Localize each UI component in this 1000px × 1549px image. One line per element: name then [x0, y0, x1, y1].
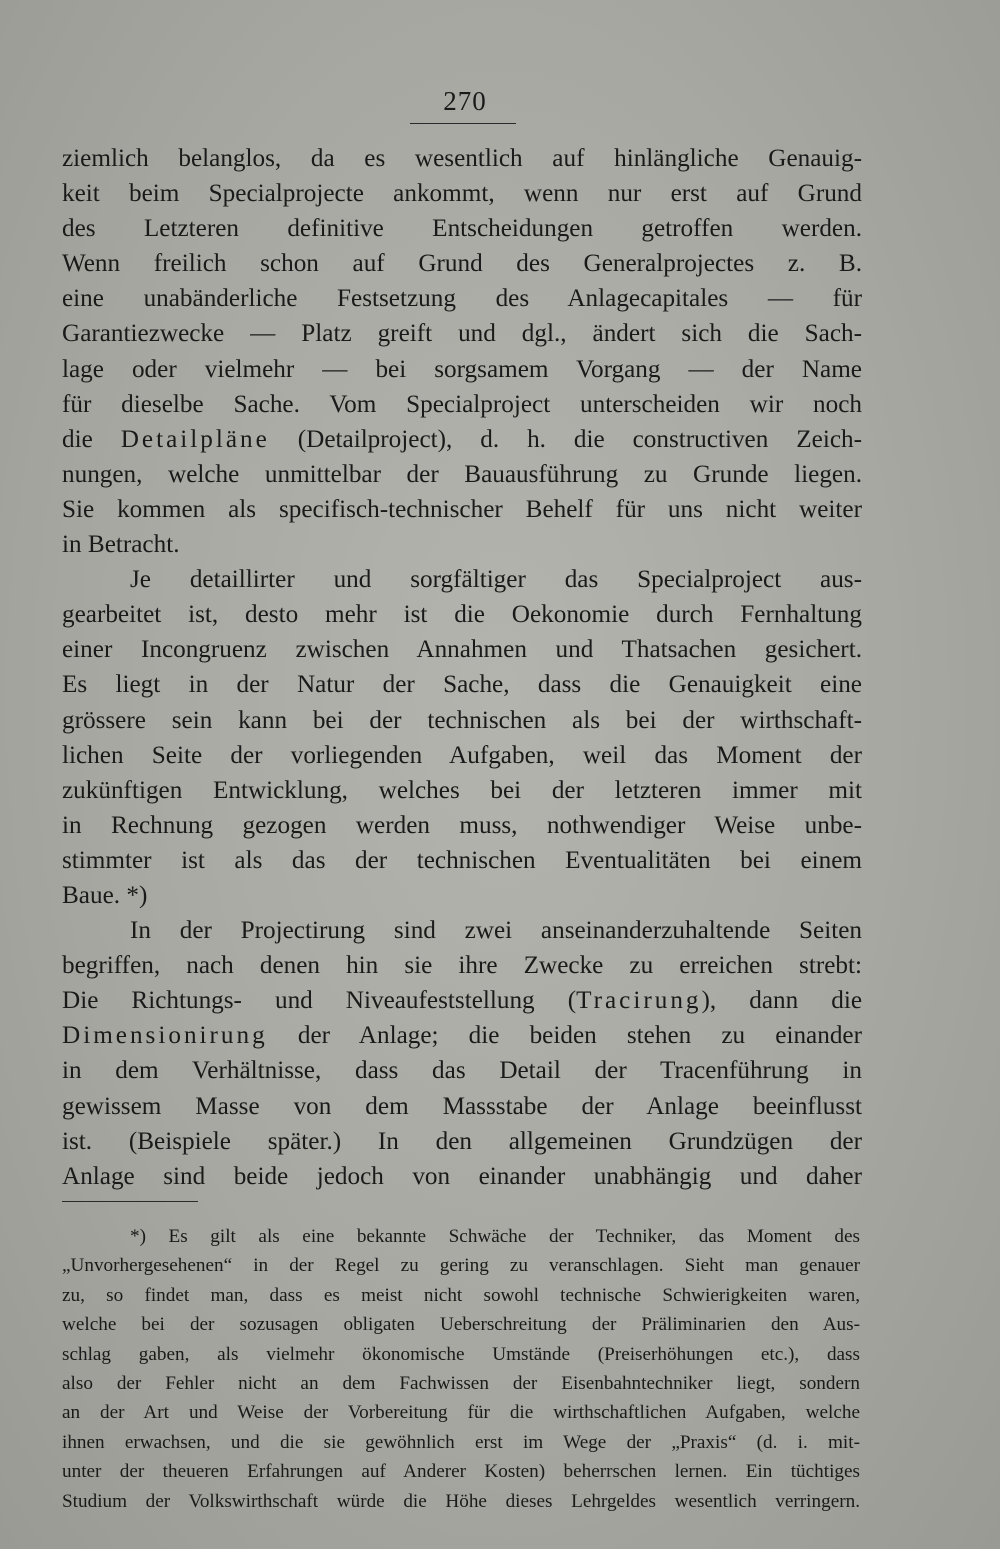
- text-line: Sie kommen als specifisch-technischer Behelf für uns nicht weiter: [62, 495, 862, 523]
- text-line: Je detaillirter und sorgfältiger das Specialproject aus-: [130, 566, 862, 594]
- text-line: grössere sein kann bei der technischen als bei der wirthschaft-: [62, 706, 862, 734]
- spaced-term: Dimensionirung: [62, 1022, 268, 1050]
- text-line: [62, 1018, 862, 1053]
- paragraph: [62, 562, 862, 913]
- text-line: keit beim Specialprojecte ankommt, wenn nur erst auf Grund: [62, 180, 862, 208]
- text-segment: die: [62, 425, 121, 453]
- text-line: ziemlich belanglos, da es wesentlich auf hinlängliche Genauig-: [62, 145, 862, 172]
- text-line: nungen, welche unmittelbar der Bauausführung zu Grunde liegen.: [62, 460, 862, 488]
- text-line: begriffen, nach denen hin sie ihre Zwecke zu erreichen strebt:: [62, 952, 862, 980]
- text-line: ist. (Beispiele später.) In den allgemeinen Grundzügen der: [62, 1127, 862, 1155]
- body-text: [62, 141, 862, 1194]
- footnote-line: zu, so findet man, dass es meist nicht sowohl technische Schwierigkeiten waren,: [62, 1284, 860, 1306]
- text-line: Baue. *): [62, 881, 148, 909]
- text-line: eine unabänderliche Festsetzung des Anlagecapitales — für: [62, 285, 862, 313]
- text-line: In der Projectirung sind zwei anseinanderzuhaltende Seiten: [130, 917, 862, 945]
- paragraph: [62, 913, 862, 1194]
- footnote-line: *) Es gilt als eine bekannte Schwäche der Techniker, das Moment des: [130, 1226, 860, 1247]
- text-line: in dem Verhältnisse, dass das Detail der Tracenführung in: [62, 1057, 862, 1085]
- footnote-line: ihnen erwachsen, und die sie gewöhnlich erst im Wege der „Praxis“ (d. i. mit-: [62, 1431, 860, 1453]
- text-line: [62, 422, 862, 457]
- footnote-line: Studium der Volkswirthschaft würde die Höhe dieses Lehrgeldes wesentlich verringern.: [62, 1490, 860, 1512]
- text-segment: (Detailproject), d. h. die constructiven Zeich-: [269, 425, 862, 453]
- page-number: 270: [443, 86, 487, 116]
- paragraph: [62, 141, 862, 562]
- text-segment: der Anlage; die beiden stehen zu einander: [267, 1022, 862, 1050]
- text-segment: ), dann die: [701, 987, 863, 1015]
- text-line: einer Incongruenz zwischen Annahmen und Thatsachen gesichert.: [62, 636, 862, 664]
- page-number-rule: [410, 123, 516, 124]
- text-line: Wenn freilich schon auf Grund des Generalprojectes z. B.: [62, 250, 862, 278]
- text-line: in Rechnung gezogen werden muss, nothwendiger Weise unbe-: [62, 811, 862, 839]
- spaced-term: Tracirung: [576, 987, 702, 1015]
- text-line: lage oder vielmehr — bei sorgsamem Vorgang — der Name: [62, 355, 862, 383]
- text-line: stimmter ist als das der technischen Eventualitäten bei einem: [62, 846, 862, 874]
- text-line: in Betracht.: [62, 531, 180, 559]
- footnote-line: welche bei der sozusagen obligaten Ueberschreitung der Präliminarien den Aus-: [62, 1314, 860, 1336]
- text-line: Es liegt in der Natur der Sache, dass die Genauigkeit eine: [62, 671, 862, 699]
- footnote-line: also der Fehler nicht an dem Fachwissen der Eisenbahntechniker liegt, sondern: [62, 1372, 860, 1394]
- footnote-line: an der Art und Weise der Vorbereitung für die wirthschaftlichen Aufgaben, welche: [62, 1402, 860, 1424]
- spaced-term: Detailpläne: [120, 425, 270, 453]
- text-line: Anlage sind beide jedoch von einander unabhängig und daher: [62, 1162, 862, 1190]
- text-line: [62, 983, 862, 1018]
- text-line: lichen Seite der vorliegenden Aufgaben, weil das Moment der: [62, 741, 862, 769]
- text-line: des Letzteren definitive Entscheidungen getroffen werden.: [62, 215, 862, 243]
- text-line: Garantiezwecke — Platz greift und dgl., ändert sich die Sach-: [62, 320, 862, 348]
- footnote-line: unter der theueren Erfahrungen auf Anderer Kosten) beherrschen lernen. Ein tüchtiges: [62, 1461, 860, 1483]
- footnote: [62, 1222, 860, 1516]
- footnote-line: schlag gaben, als vielmehr ökonomische Umstände (Preiserhöhungen etc.), dass: [62, 1343, 860, 1365]
- text-line: für dieselbe Sache. Vom Specialproject unterscheiden wir noch: [62, 390, 862, 418]
- footnote-line: „Unvorhergesehenen“ in der Regel zu gering zu veranschlagen. Sieht man genauer: [62, 1255, 860, 1277]
- footnote-rule: [62, 1201, 198, 1202]
- text-segment: Die Richtungs- und Niveaufeststellung (: [62, 987, 577, 1015]
- text-line: gearbeitet ist, desto mehr ist die Oekonomie durch Fernhaltung: [62, 601, 862, 629]
- text-line: zukünftigen Entwicklung, welches bei der letzteren immer mit: [62, 776, 862, 804]
- text-line: gewissem Masse von dem Massstabe der Anlage beeinflusst: [62, 1092, 862, 1120]
